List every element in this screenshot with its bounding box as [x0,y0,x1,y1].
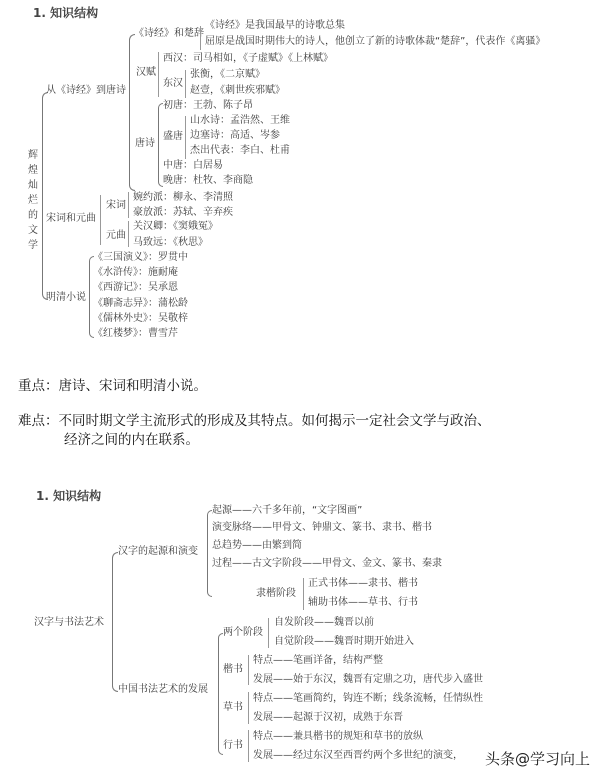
diagram2-root-brace [112,552,118,692]
diagram2-root: 汉字与书法艺术 [34,617,104,628]
yuanqu-item-2: 马致远：《秋思》 [133,237,208,248]
branch-shijing-to-tangshi: 从《诗经》到唐诗 [46,85,126,96]
kaishu-item-1: 特点——笔画详备，结构严整 [253,655,383,666]
key-points: 重点：唐诗、宋词和明清小说。 [18,378,207,394]
watermark: 头条@学习向上 [484,750,590,768]
diagram1-heading: 1. 知识结构 [33,6,99,20]
sheng-item-3: 杰出代表：李白、杜甫 [190,145,290,156]
sheng-item-1: 山水诗：孟浩然、王维 [190,115,290,126]
songci-item-2: 豪放派：苏轼、辛弃疾 [133,207,233,218]
donghan-item-2: 赵壹，《刺世疾邪赋》 [190,85,285,96]
songci-label: 宋词 [106,200,126,211]
stages-label: 两个阶段 [223,627,263,638]
novel-item-2: 《水浒传》：施耐庵 [93,267,178,278]
hanfu-xihan: 西汉：司马相如，《子虚赋》《上林赋》 [163,53,333,64]
shijing-item-2: 屈原是战国时期伟大的诗人，他创立了新的诗歌体裁“楚辞”，代表作《离骚》 [205,36,546,47]
branch-mingqing-novel: 明清小说 [46,292,86,303]
donghan-bar [185,70,186,98]
node-shijing-chuci: 《诗经》和楚辞 [134,28,204,39]
lishu-bar [303,578,304,610]
stages-bar [268,618,269,648]
difficulty-line-2: 经济之间的内在联系。 [64,432,199,448]
songci-bar [128,192,129,218]
calligraphy-brace [218,633,223,755]
caoshu-item-2: 发展——起源于汉初，成熟于东晋 [253,712,403,723]
root-brace [42,92,48,300]
tangshi-sheng-label: 盛唐 [163,131,183,142]
songci-item-1: 婉约派：柳永、李清照 [133,192,233,203]
tangshi-chu: 初唐：王勃、陈子昂 [163,100,253,111]
node-origin-evolution: 汉字的起源和演变 [118,546,198,557]
xingshu-bar [248,730,249,762]
caoshu-item-1: 特点——笔画简约，钩连不断；线条流畅，任情纵性 [253,693,483,704]
stage-item-1: 自发阶段——魏晋以前 [274,617,374,628]
lishu-item-1: 正式书体——隶书、楷书 [308,578,418,589]
novel-item-5: 《儒林外史》：吴敬梓 [93,313,188,324]
origin-item-4: 过程——古文字阶段——甲骨文、金文、篆书、秦隶 [212,558,442,569]
novel-item-3: 《西游记》：吴承恩 [93,282,178,293]
root-label: 辉煌灿烂的文学 [28,150,38,251]
node-calligraphy-development: 中国书法艺术的发展 [118,684,208,695]
difficulty-line-1: 难点：不同时期文学主流形式的形成及其特点。如何揭示一定社会文学与政治、 [18,413,491,429]
branch2-bar [100,195,101,245]
hanfu-donghan-label: 东汉 [163,78,183,89]
node-tangshi: 唐诗 [135,138,155,149]
xingshu-item-2: 发展——经过东汉至西晋约两个多世纪的演变， [253,750,463,761]
yuanqu-item-1: 关汉卿：《窦娥冤》 [133,221,218,232]
xingshu-label: 行书 [223,740,243,751]
kaishu-bar [248,655,249,685]
yuanqu-label: 元曲 [106,230,126,241]
caoshu-label: 草书 [223,702,243,713]
shijing-item-1: 《诗经》是我国最早的诗歌总集 [205,20,345,31]
novel-item-4: 《聊斋志异》：蒲松龄 [93,298,188,309]
novel-item-6: 《红楼梦》：曹雪芹 [93,328,178,339]
branch1-brace [129,34,135,191]
diagram2-heading: 1. 知识结构 [36,489,102,503]
origin-item-3: 总趋势——由繁到简 [212,540,302,551]
branch-songci-yuanqu: 宋词和元曲 [46,213,96,224]
xingshu-item-1: 特点——兼具楷书的规矩和草书的放纵 [253,731,423,742]
sheng-bar [185,116,186,159]
tangshi-zhong: 中唐：白居易 [163,160,223,171]
lishu-stage-label: 隶楷阶段 [256,588,296,599]
lishu-item-2: 辅助书体——草书、行书 [308,597,418,608]
yuanqu-bar [128,221,129,247]
kaishu-item-2: 发展——始于东汉，魏晋有定鼎之功，唐代步入盛世 [253,674,483,685]
sheng-item-2: 边塞诗：高适、岑参 [190,130,280,141]
novel-item-1: 《三国演义》：罗贯中 [93,252,188,263]
diagram1-root [27,148,39,253]
node-hanfu: 汉赋 [136,67,156,78]
caoshu-bar [248,692,249,724]
origin-item-2: 演变脉络——甲骨文、钟鼎文、篆书、隶书、楷书 [212,522,432,533]
shijing-bar [200,26,201,50]
stage-item-2: 自觉阶段——魏晋时期开始进入 [274,636,414,647]
hanfu-bar [158,52,159,97]
tangshi-wan: 晚唐：杜牧、李商隐 [163,175,253,186]
donghan-item-1: 张衡，《二京赋》 [190,69,265,80]
origin-item-1: 起源——六千多年前，“文字图画” [212,505,363,516]
kaishu-label: 楷书 [223,664,243,675]
